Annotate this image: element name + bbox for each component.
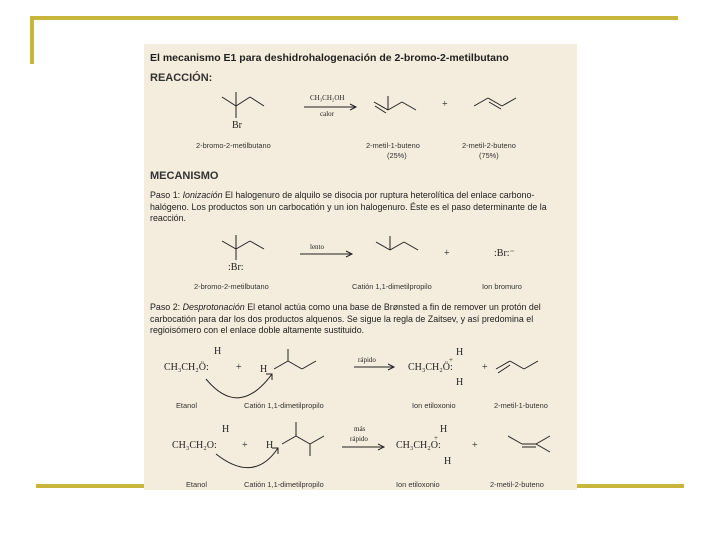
row1-plus1: + xyxy=(236,362,242,373)
step1-label-reactant: 2-bromo-2-metilbutano xyxy=(194,282,269,291)
product2-yield: (75%) xyxy=(479,151,499,160)
mechanism-header: MECANISMO xyxy=(150,170,219,182)
reactant-br: Br xyxy=(232,120,242,131)
mechanism-figure xyxy=(144,44,577,490)
row1-label-cation: Catión 1,1-dimetilpropilo xyxy=(244,401,324,410)
step2-prefix: Paso 2: xyxy=(150,302,181,312)
row1-h-cation: H xyxy=(260,364,268,375)
row2-h-top: H xyxy=(222,424,230,435)
step2-description xyxy=(150,302,570,337)
row2-label-ethanol: Etanol xyxy=(186,480,207,489)
step1-cation-skeleton xyxy=(376,236,418,250)
row2-ox-plus: + xyxy=(434,434,438,442)
row2-plus2: + xyxy=(472,440,478,451)
row1-ethanol: CH₃CH₂Ö: xyxy=(164,362,209,373)
row1-label-ethanol: Etanol xyxy=(176,401,197,410)
row2-plus1: + xyxy=(242,440,248,451)
row2-label-oxonium: Ion etiloxonio xyxy=(396,480,440,489)
row2-arrow-label-2: rápido xyxy=(350,435,368,443)
step1-description xyxy=(150,190,570,225)
step2-row1-cation-skeleton xyxy=(274,349,316,369)
row1-label-oxonium: Ion etiloxonio xyxy=(412,401,456,410)
step2-row1-product-skeleton xyxy=(496,361,538,373)
step1-prefix: Paso 1: xyxy=(150,190,181,200)
step1-name: Ionización xyxy=(182,190,223,200)
step2-text: El etanol actúa como una base de Brønsted a fin de remover un protón del carbocatión para dar los dos productos alquenos. Se sigue la regla de Zaitsev, y así predomina el regioisómero con el enlace doble altamente sustituido. xyxy=(150,302,541,335)
product1-skeleton xyxy=(374,96,416,113)
row1-ox-plus: + xyxy=(449,356,453,364)
slide-frame-left-line xyxy=(30,16,34,64)
product1-yield: (25%) xyxy=(387,151,407,160)
row1-plus2: + xyxy=(482,362,488,373)
row1-arrow-label: rápido xyxy=(358,356,376,364)
row2-oxonium: CH₃CH₂O: xyxy=(396,440,441,451)
step1-reactant-skeleton xyxy=(222,235,264,260)
row1-oxonium: CH₃CH₂Ö: xyxy=(408,362,453,373)
row1-ox-h-bottom: H xyxy=(456,377,464,388)
reaction-reagent: CH₃CH₂OH xyxy=(310,94,345,102)
slide-frame-top-line xyxy=(30,16,678,20)
row2-h-cation: H xyxy=(266,440,274,451)
step2-row2-product-skeleton xyxy=(508,436,550,452)
step1-plus: + xyxy=(444,248,450,259)
figure-title: El mecanismo E1 para deshidrohalogenación de 2-bromo-2-metilbutano xyxy=(150,52,509,64)
row2-label-product: 2-metil-2-buteno xyxy=(490,480,544,489)
step1-br-ion: :Br:⁻ xyxy=(494,248,515,259)
step1-text: El halogenuro de alquilo se disocia por ruptura heterolítica del enlace carbono-halógeno. Los productos son un carbocatión y un ion halogenuro. Éste es el paso determinante de la reacción. xyxy=(150,190,547,223)
reaction-header: REACCIÓN: xyxy=(150,72,213,84)
step2-row1-curved-arrow xyxy=(206,374,272,398)
row2-ox-h-bottom: H xyxy=(444,456,452,467)
row1-h-top: H xyxy=(214,346,222,357)
reaction-plus: + xyxy=(442,99,448,110)
step1-label-cation: Catión 1,1-dimetilpropilo xyxy=(352,282,432,291)
row2-ox-h-top: H xyxy=(440,424,448,435)
row1-label-product: 2-metil-1-buteno xyxy=(494,401,548,410)
product1-label: 2-metil-1-buteno xyxy=(366,141,420,150)
product2-label: 2-metil-2-buteno xyxy=(462,141,516,150)
structure-drawings xyxy=(144,44,577,490)
reactant-label: 2-bromo-2-metilbutano xyxy=(196,141,271,150)
row2-ethanol: CH₃CH₂O: xyxy=(172,440,217,451)
reaction-condition: calor xyxy=(320,110,334,118)
reactant-skeleton xyxy=(222,92,264,118)
row1-ox-h-top: H xyxy=(456,347,464,358)
step1-label-ion: Ion bromuro xyxy=(482,282,522,291)
step1-br-left: :Br: xyxy=(228,262,244,273)
step2-name: Desprotonación xyxy=(182,302,245,312)
product2-skeleton xyxy=(474,98,516,109)
step1-arrow-label: lento xyxy=(310,243,324,251)
step2-row2-cation-skeleton xyxy=(282,422,324,456)
row2-arrow-label-1: más xyxy=(354,425,366,433)
row2-label-cation: Catión 1,1-dimetilpropilo xyxy=(244,480,324,489)
